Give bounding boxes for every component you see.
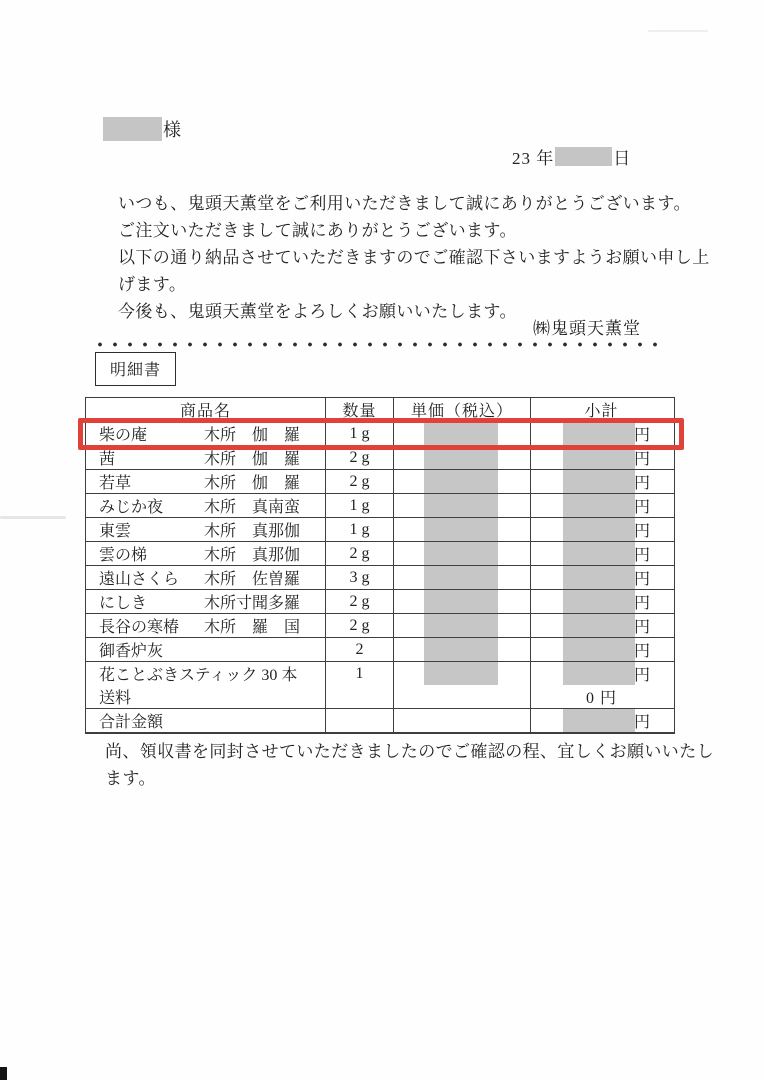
yen-suffix: 円 (633, 571, 650, 588)
product-name: 遠山さくら (99, 571, 180, 588)
subtotal-cell (531, 662, 672, 685)
unit-price-cell (394, 470, 531, 493)
product-name: 茜 (99, 451, 116, 468)
unit-price-redaction (424, 566, 498, 589)
product-cell (86, 638, 326, 661)
product-name: にしき (99, 595, 148, 612)
subtotal-cell (531, 638, 672, 661)
total-row (86, 709, 674, 733)
header-unit-price: 単価（税込） (394, 398, 531, 421)
subtotal-cell (531, 518, 672, 541)
subtotal-redaction (563, 446, 635, 469)
unit-price-cell (394, 566, 531, 589)
unit-price-redaction (424, 470, 498, 493)
wood-type: 木所寸聞多羅 (204, 595, 301, 612)
unit-price-redaction (424, 662, 498, 685)
product-cell (86, 518, 326, 541)
quantity-cell: 1 (326, 662, 394, 685)
product-cell (86, 590, 326, 613)
table-row (86, 518, 674, 542)
table-row (86, 422, 674, 446)
subtotal-redaction (563, 638, 635, 661)
subtotal-redaction (563, 662, 635, 685)
subtotal-redaction (563, 494, 635, 517)
yen-suffix: 円 (633, 643, 650, 660)
table-row (86, 566, 674, 590)
date-line (512, 144, 631, 169)
shipping-label: 送料 (86, 685, 326, 708)
total-subtotal-cell (531, 709, 672, 732)
subtotal-cell (531, 494, 672, 517)
table-row (86, 470, 674, 494)
product-name: 御香炉灰 (99, 643, 164, 660)
statement-label-box (95, 352, 176, 386)
table-header-row (86, 398, 674, 422)
quantity-cell: 1 g (326, 422, 394, 445)
company-signature: ㈱鬼頭天薫堂 (533, 319, 641, 338)
unit-price-redaction (424, 422, 498, 445)
date-day-text: 日 (613, 149, 632, 168)
product-cell (86, 470, 326, 493)
wood-type: 木所 伽 羅 (204, 475, 301, 492)
product-name: 東雲 (99, 523, 132, 540)
product-cell (86, 662, 326, 685)
product-cell (86, 422, 326, 445)
unit-price-redaction (424, 590, 498, 613)
total-yen-suffix: 円 (633, 714, 650, 731)
recipient-line (103, 116, 181, 142)
yen-suffix: 円 (633, 499, 650, 516)
statement-label: 明細書 (110, 362, 162, 379)
quantity-cell: 2 g (326, 542, 394, 565)
shipping-row (86, 685, 674, 709)
scan-smudge-artifact (0, 516, 66, 519)
subtotal-cell (531, 446, 672, 469)
product-cell (86, 542, 326, 565)
total-unit-cell (394, 709, 531, 732)
wood-type: 木所 伽 羅 (204, 451, 301, 468)
header-product-name: 商品名 (86, 398, 326, 421)
table-row (86, 446, 674, 470)
wood-type: 木所 佐曽羅 (204, 571, 301, 588)
statement-table (85, 397, 675, 734)
product-name: 花ことぶきスティック 30 本 (99, 667, 298, 684)
table-row (86, 662, 674, 685)
subtotal-cell (531, 566, 672, 589)
subtotal-cell (531, 470, 672, 493)
header-subtotal: 小計 (584, 403, 619, 420)
unit-price-cell (394, 662, 531, 685)
shipping-subtotal: 0 円 (585, 690, 617, 707)
quantity-cell: 3 g (326, 566, 394, 589)
scan-corner-artifact (0, 1067, 7, 1080)
product-name: 雲の梯 (99, 547, 148, 564)
table-row (86, 542, 674, 566)
product-cell (86, 446, 326, 469)
wood-type: 木所 真南蛮 (204, 499, 301, 516)
product-name: 長谷の寒椿 (99, 619, 180, 636)
total-amount-redaction (563, 709, 635, 732)
wood-type: 木所 伽 羅 (204, 427, 301, 444)
scan-smudge-artifact (648, 30, 708, 32)
dotted-divider (96, 340, 658, 349)
table-row (86, 614, 674, 638)
unit-price-redaction (424, 614, 498, 637)
unit-price-cell (394, 422, 531, 445)
subtotal-cell (531, 422, 672, 445)
product-cell (86, 614, 326, 637)
total-label: 合計金額 (86, 709, 326, 732)
unit-price-redaction (424, 446, 498, 469)
unit-price-redaction (424, 542, 498, 565)
unit-price-cell (394, 590, 531, 613)
yen-suffix: 円 (633, 451, 650, 468)
subtotal-redaction (563, 518, 635, 541)
yen-suffix: 円 (633, 427, 650, 444)
subtotal-redaction (563, 614, 635, 637)
unit-price-cell (394, 494, 531, 517)
quantity-cell: 2 g (326, 614, 394, 637)
subtotal-redaction (563, 590, 635, 613)
table-row (86, 590, 674, 614)
unit-price-cell (394, 614, 531, 637)
product-name: 柴の庵 (99, 427, 148, 444)
yen-suffix: 円 (633, 619, 650, 636)
unit-price-redaction (424, 518, 498, 541)
subtotal-redaction (563, 542, 635, 565)
yen-suffix: 円 (633, 547, 650, 564)
product-name: みじか夜 (99, 499, 164, 516)
yen-suffix: 円 (633, 595, 650, 612)
subtotal-redaction (563, 566, 635, 589)
date-redaction (555, 147, 612, 166)
unit-price-cell (394, 638, 531, 661)
quantity-cell: 2 (326, 638, 394, 661)
wood-type: 木所 真那伽 (204, 547, 301, 564)
quantity-cell: 2 g (326, 470, 394, 493)
wood-type: 木所 羅 国 (204, 619, 301, 636)
unit-price-cell (394, 542, 531, 565)
subtotal-redaction (563, 422, 635, 445)
shipping-qty-cell (326, 685, 394, 708)
date-year-text: 23 年 (512, 149, 555, 168)
subtotal-cell (531, 542, 672, 565)
shipping-unit-cell (394, 685, 531, 708)
yen-suffix: 円 (633, 475, 650, 492)
quantity-cell: 2 g (326, 590, 394, 613)
quantity-cell: 1 g (326, 518, 394, 541)
recipient-name-redaction (103, 117, 162, 141)
header-quantity: 数量 (326, 398, 394, 421)
wood-type: 木所 真那伽 (204, 523, 301, 540)
table-body (86, 422, 674, 685)
unit-price-cell (394, 446, 531, 469)
quantity-cell: 2 g (326, 446, 394, 469)
unit-price-cell (394, 518, 531, 541)
table-row (86, 638, 674, 662)
recipient-honorific: 様 (163, 120, 181, 140)
subtotal-redaction (563, 470, 635, 493)
closing-paragraph: 尚、領収書を同封させていただきましたのでご確認の程、宜しくお願いいたし ます。 (105, 742, 714, 788)
yen-suffix: 円 (633, 667, 650, 684)
total-qty-cell (326, 709, 394, 732)
product-cell (86, 494, 326, 517)
product-name: 若草 (99, 475, 132, 492)
subtotal-cell (531, 590, 672, 613)
unit-price-redaction (424, 638, 498, 661)
table-row (86, 494, 674, 518)
unit-price-redaction (424, 494, 498, 517)
quantity-cell: 1 g (326, 494, 394, 517)
product-cell (86, 566, 326, 589)
subtotal-cell (531, 614, 672, 637)
yen-suffix: 円 (633, 523, 650, 540)
greeting-paragraph: いつも、鬼頭天薫堂をご利用いただきまして誠にありがとうございます。 ご注文いただきまして誠にありがとうございます。 以下の通り納品させていただきますのでご確認下さいますようお願い申し上 げます。 今後も、鬼頭天薫堂をよろしくお願いいたします。 (118, 194, 710, 321)
